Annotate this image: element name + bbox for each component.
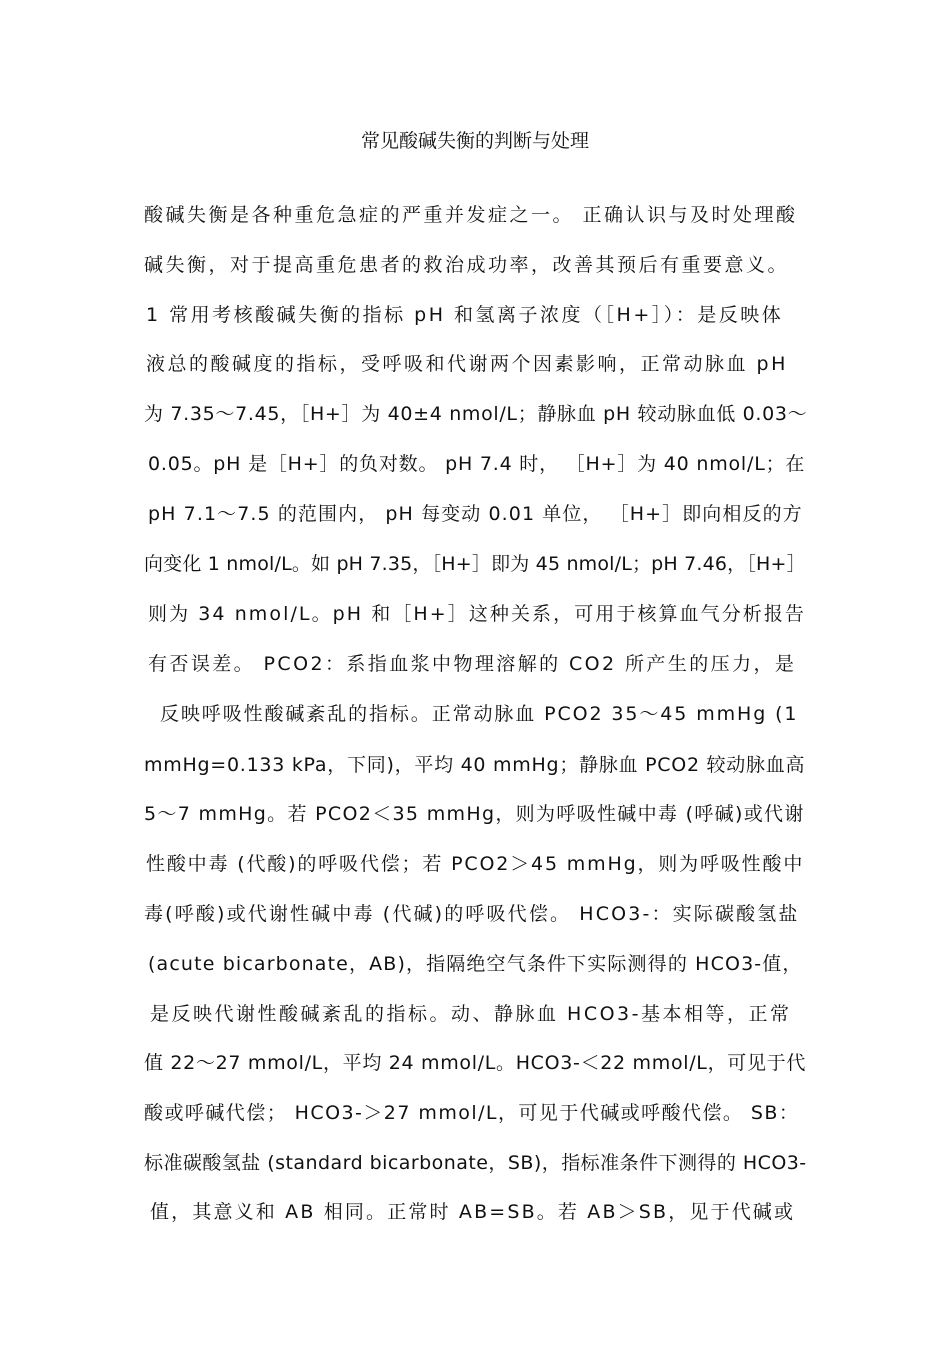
paragraph-line: 是反映代谢性酸碱紊乱的指标。动、静脉血 HCO3-基本相等，正常 [150, 1003, 792, 1025]
paragraph-line: (acute bicarbonate，AB)，指隔绝空气条件下实际测得的 HCO3-值， [148, 953, 803, 975]
paragraph-line: 向变化 1 nmol/L。如 pH 7.35，［H+］即为 45 nmol/L；pH 7.46，［H+］ [144, 553, 806, 575]
paragraph-line: 为 7.35～7.45，［H+］为 40±4 nmol/L；静脉血 pH 较动脉血低 0.03～ [144, 403, 808, 425]
paragraph-line: 标准碳酸氢盐 (standard bicarbonate，SB)，指标准条件下测得的 HCO3- [144, 1152, 807, 1174]
paragraph-line: 性酸中毒 (代酸)的呼吸代偿；若 PCO2＞45 mmHg，则为呼吸性酸中 [146, 853, 805, 875]
page-title: 常见酸碱失衡的判断与处理 [360, 130, 589, 152]
paragraph-line: 毒(呼酸)或代谢性碱中毒 (代碱)的呼吸代偿。 HCO3-：实际碳酸氢盐 [144, 903, 800, 925]
paragraph-line: pH 7.1～7.5 的范围内， pH 每变动 0.01 单位， ［H+］即向相反的方 [148, 503, 803, 525]
paragraph-line: 有否误差。 PCO2：系指血浆中物理溶解的 CO2 所产生的压力，是 [148, 653, 797, 675]
paragraph-line: 1 常用考核酸碱失衡的指标 pH 和氢离子浓度（［H+］）：是反映体 [146, 304, 784, 326]
paragraph-line: 碱失衡，对于提高重危患者的救治成功率，改善其预后有重要意义。 [144, 254, 790, 276]
paragraph-line: 液总的酸碱度的指标，受呼吸和代谢两个因素影响，正常动脉血 pH [146, 353, 788, 375]
paragraph-line: 0.05。pH 是［H+］的负对数。 pH 7.4 时， ［H+］为 40 nmol/L；在 [148, 453, 806, 475]
paragraph-line: 值 22～27 mmol/L，平均 24 mmol/L。HCO3-＜22 mmol/L，可见于代 [144, 1052, 807, 1074]
paragraph-line: 则为 34 nmol/L。pH 和［H+］这种关系，可用于核算血气分析报告 [148, 603, 806, 625]
paragraph-line: 酸或呼碱代偿； HCO3-＞27 mmol/L，可见于代碱或呼酸代偿。 SB： [144, 1102, 800, 1124]
paragraph-line: 酸碱失衡是各种重危急症的严重并发症之一。 正确认识与及时处理酸 [144, 204, 798, 226]
paragraph-line: 值，其意义和 AB 相同。正常时 AB=SB。若 AB＞SB，见于代碱或 [150, 1201, 796, 1223]
paragraph-line: 5～7 mmHg。若 PCO2＜35 mmHg，则为呼吸性碱中毒 (呼碱)或代谢 [144, 803, 805, 825]
paragraph-line: mmHg=0.133 kPa，下同)，平均 40 mmHg；静脉血 PCO2 较动脉血高 [144, 754, 806, 776]
paragraph-line: 反映呼吸性酸碱紊乱的指标。正常动脉血 PCO2 35～45 mmHg (1 [160, 703, 799, 725]
